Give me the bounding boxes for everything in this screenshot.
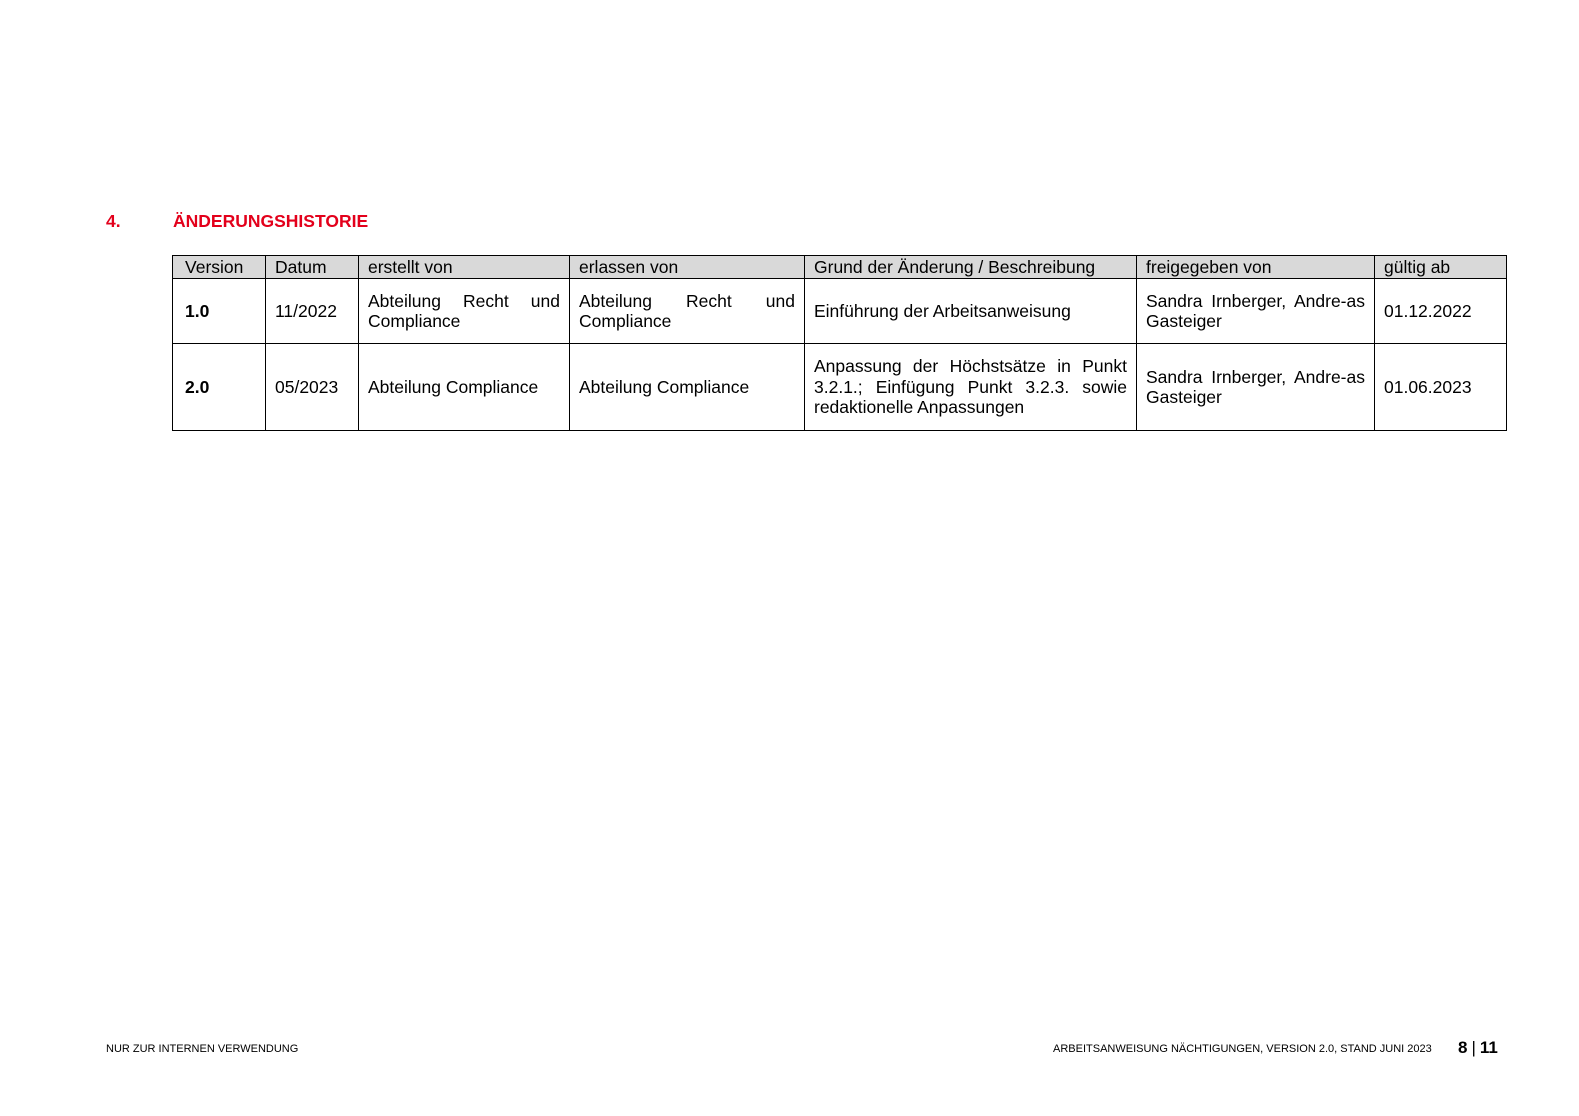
page-separator: | [1471, 1038, 1476, 1057]
cell-grund: Einführung der Arbeitsanweisung [805, 279, 1137, 344]
footer-confidentiality: NUR ZUR INTERNEN VERWENDUNG [106, 1043, 299, 1055]
section-title: ÄNDERUNGSHISTORIE [173, 211, 369, 231]
cell-grund: Anpassung der Höchstsätze in Punkt 3.2.1.; Einfügung Punkt 3.2.3. sowie redaktionelle Anpassungen [805, 344, 1137, 431]
cell-gueltig-ab: 01.06.2023 [1375, 344, 1507, 431]
page-current: 8 [1458, 1038, 1468, 1057]
cell-erstellt-von: Abteilung Recht und Compliance [359, 279, 570, 344]
cell-freigegeben-von: Sandra Irnberger, Andre-as Gasteiger [1137, 279, 1375, 344]
header-datum: Datum [266, 256, 359, 279]
cell-freigegeben-von: Sandra Irnberger, Andre-as Gasteiger [1137, 344, 1375, 431]
cell-datum: 05/2023 [266, 344, 359, 431]
cell-datum: 11/2022 [266, 279, 359, 344]
header-gueltig-ab: gültig ab [1375, 256, 1507, 279]
cell-version: 2.0 [173, 344, 266, 431]
header-erstellt-von: erstellt von [359, 256, 570, 279]
cell-erlassen-von: Abteilung Compliance [570, 344, 805, 431]
header-erlassen-von: erlassen von [570, 256, 805, 279]
header-grund: Grund der Änderung / Beschreibung [805, 256, 1137, 279]
table-row [173, 279, 1507, 344]
footer-document-info: ARBEITSANWEISUNG NÄCHTIGUNGEN, VERSION 2.0, STAND JUNI 2023 [1053, 1043, 1432, 1055]
header-version: Version [173, 256, 266, 279]
page-total: 11 [1479, 1038, 1498, 1057]
page-number [1458, 1038, 1498, 1058]
change-history-table [172, 255, 1507, 431]
section-number: 4. [106, 211, 121, 231]
table-row [173, 344, 1507, 431]
cell-gueltig-ab: 01.12.2022 [1375, 279, 1507, 344]
cell-version: 1.0 [173, 279, 266, 344]
cell-erstellt-von: Abteilung Compliance [359, 344, 570, 431]
table-header-row [173, 256, 1507, 279]
cell-erlassen-von: Abteilung Recht und Compliance [570, 279, 805, 344]
header-freigegeben-von: freigegeben von [1137, 256, 1375, 279]
